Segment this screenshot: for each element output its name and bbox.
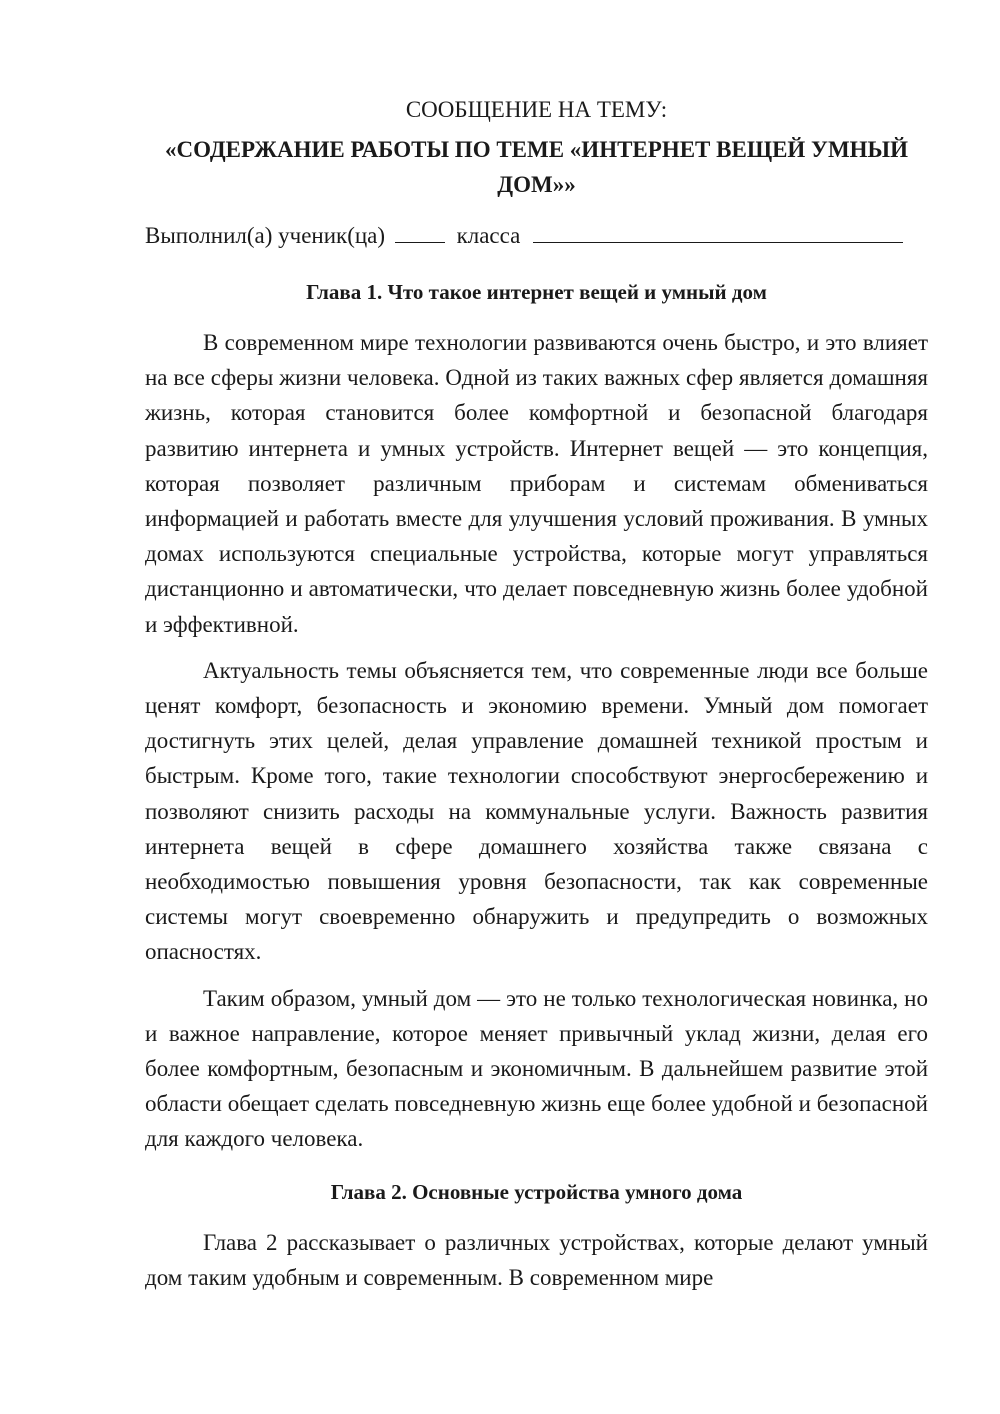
class-blank xyxy=(395,218,445,243)
document-title: «СОДЕРЖАНИЕ РАБОТЫ ПО ТЕМЕ «ИНТЕРНЕТ ВЕЩЕЙ УМНЫЙ ДОМ»» xyxy=(164,137,909,197)
document-header: СООБЩЕНИЕ НА ТЕМУ: xyxy=(405,97,668,122)
chapter-2-paragraph-1: Глава 2 рассказывает о различных устройствах, которые делают умный дом таким удобным и современным. В современном мире xyxy=(145,1229,928,1290)
chapter-1-paragraph-2: Актуальность темы объясняется тем, что современные люди все больше ценят комфорт, безопасность и экономию времени. Умный дом помогает достигнуть этих целей, делая управление домашней техникой простым и быстрым. Кроме того, такие технологии способствуют энергосбережению и позволяют снизить расходы на коммунальные услуги. Важность развития интернета вещей в сфере домашнего хозяйства также связана с необходимостью повышения уровня безопасности, так как современные системы могут своевременно обнаружить и предупредить о возможных опасностях. xyxy=(145,657,928,965)
chapter-1-paragraph-1: В современном мире технологии развиваются очень быстро, и это влияет на все сферы жизни человека. Одной из таких важных сфер является домашняя жизнь, которая становится более комфортной и безопасной благодаря развитию интернета и умных устройств. Интернет вещей — это концепция, которая позволяет различным приборам и системам обмениваться информацией и работать вместе для улучшения условий проживания. В умных домах используются специальные устройства, которые могут управляться дистанционно и автоматически, что делает повседневную жизнь более удобной и эффективной. xyxy=(145,330,928,637)
name-blank xyxy=(533,218,903,243)
chapter-1-heading: Глава 1. Что такое интернет вещей и умный дом xyxy=(306,280,767,304)
chapter-1-paragraph-3: Таким образом, умный дом — это не только технологическая новинка, но и важное направление, которое меняет привычный уклад жизни, делая его более комфортным, безопасным и экономичным. В дальнейшем развитие этой области обещает сделать повседневную жизнь еще более удобной и безопасной для каждого человека. xyxy=(145,985,928,1152)
document-page xyxy=(145,92,928,1295)
chapter-2-heading: Глава 2. Основные устройства умного дома xyxy=(330,1179,743,1204)
author-line xyxy=(145,218,928,253)
class-label: класса xyxy=(456,223,521,248)
author-label: Выполнил(а) ученик(ца) xyxy=(145,223,386,248)
